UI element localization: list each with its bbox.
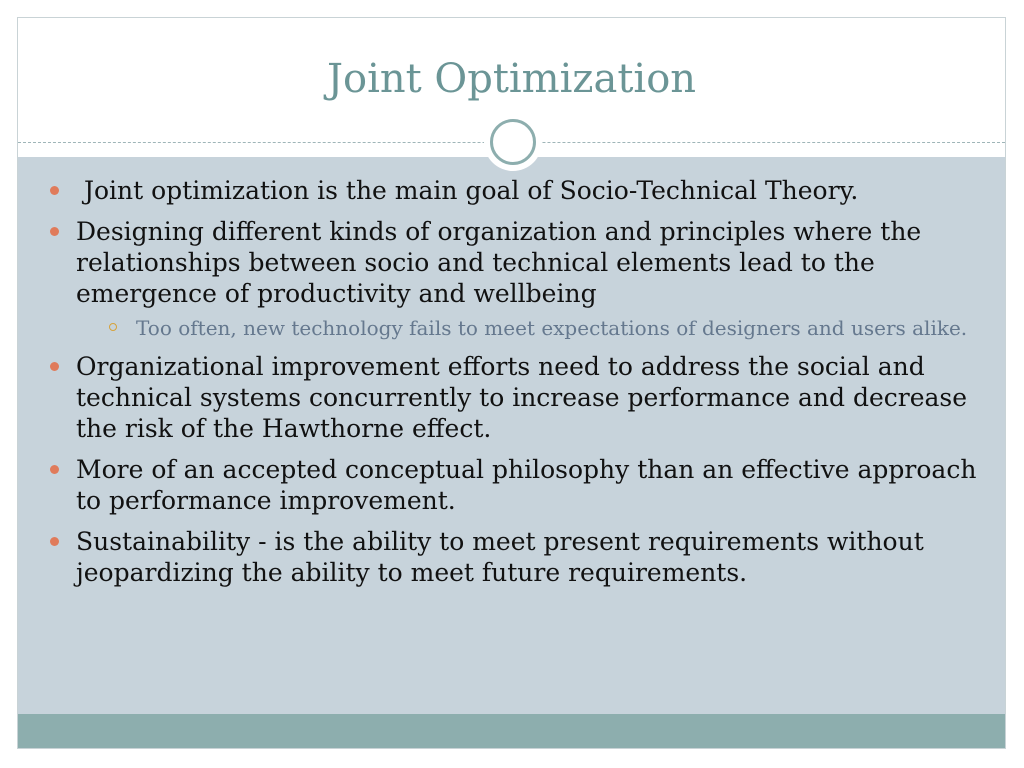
hollow-circle-bullet-icon — [109, 323, 117, 331]
ring-ornament-inner — [490, 119, 536, 165]
bullet-text: Joint optimization is the main goal of Socio-Technical Theory. — [76, 176, 859, 205]
slide — [17, 17, 1006, 749]
bullet-item — [48, 216, 983, 341]
footer-bar — [18, 714, 1005, 748]
bullet-item — [48, 351, 983, 444]
filled-circle-bullet-icon — [50, 362, 59, 371]
bullet-item — [48, 526, 983, 588]
slide-title: Joint Optimization — [326, 56, 697, 102]
filled-circle-bullet-icon — [50, 537, 59, 546]
bullet-text: Designing different kinds of organization and principles where the relationships between socio and technical elements lead to the emergence of productivity and wellbeing — [76, 217, 922, 308]
bullet-text: More of an accepted conceptual philosophy than an effective approach to performance improvement. — [76, 455, 977, 515]
ring-ornament-icon — [484, 113, 542, 171]
bullet-content — [48, 175, 983, 598]
bullet-text: Organizational improvement efforts need to address the social and technical systems concurrently to increase performance and decrease the risk of the Hawthorne effect. — [76, 352, 968, 443]
filled-circle-bullet-icon — [50, 186, 59, 195]
sub-bullet-item — [108, 315, 983, 341]
bullet-item — [48, 175, 983, 206]
bullet-list — [48, 175, 983, 588]
sub-bullet-text: Too often, new technology fails to meet expectations of designers and users alike. — [136, 316, 968, 340]
bullet-item — [48, 454, 983, 516]
filled-circle-bullet-icon — [50, 465, 59, 474]
filled-circle-bullet-icon — [50, 227, 59, 236]
bullet-text: Sustainability - is the ability to meet present requirements without jeopardizing the ability to meet future requirements. — [76, 527, 924, 587]
sub-bullet-list — [76, 315, 983, 341]
